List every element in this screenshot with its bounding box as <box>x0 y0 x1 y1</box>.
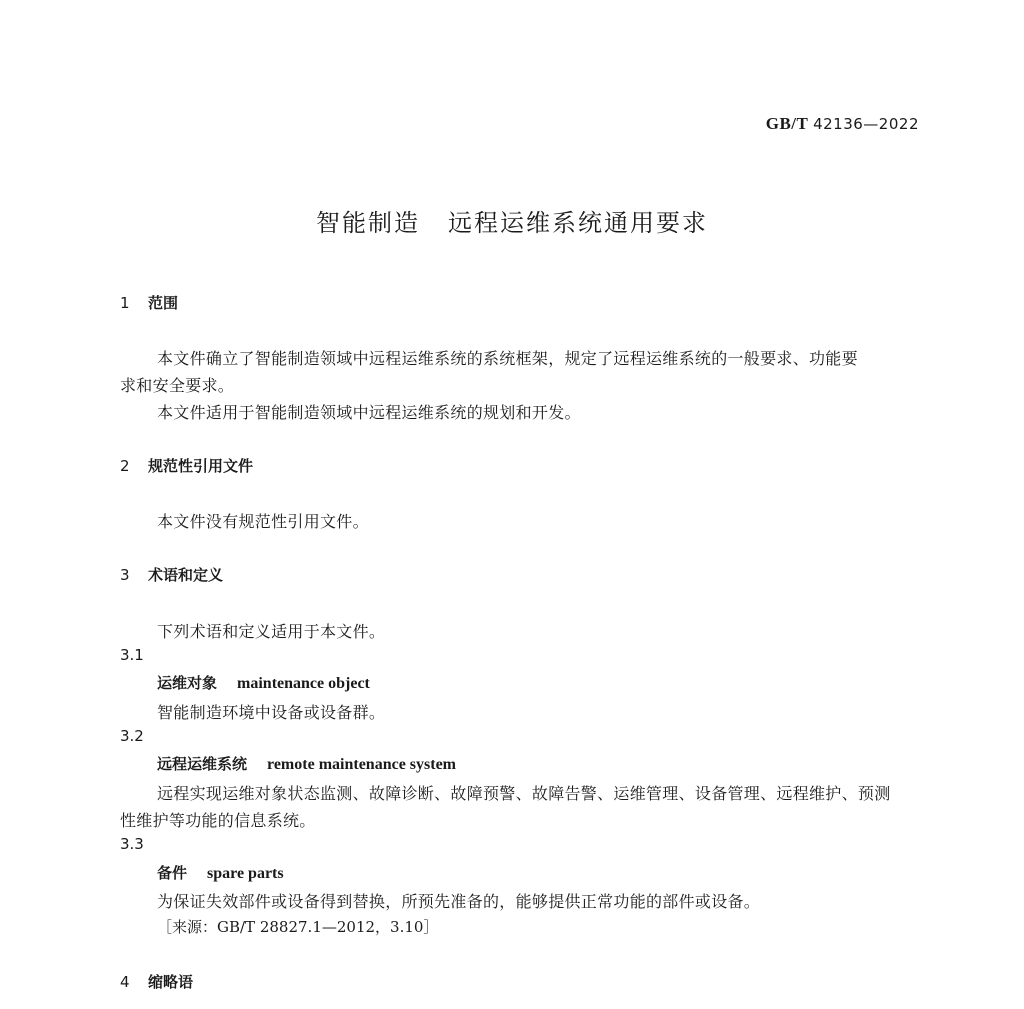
term-3-3-number: 3.3 <box>120 835 144 853</box>
standard-number: 42136—2022 <box>813 115 919 133</box>
section-number: 1 <box>120 294 130 312</box>
section-title: 范围 <box>148 294 179 312</box>
section-number: 3 <box>120 566 130 584</box>
standard-prefix: GB/T <box>765 114 809 133</box>
section-number: 4 <box>120 973 130 991</box>
title-part-2: 远程运维系统通用要求 <box>448 209 708 237</box>
term-en: remote maintenance system <box>267 756 456 773</box>
section-1-paragraph-2: 本文件适用于智能制造领域中远程运维系统的规划和开发。 <box>157 403 581 422</box>
section-1-heading <box>120 292 178 313</box>
section-title: 术语和定义 <box>148 566 224 584</box>
term-3-2-definition-1: 远程实现运维对象状态监测、故障诊断、故障预警、故障告警、运维管理、设备管理、远程维护、预测 <box>157 784 891 803</box>
term-3-3-heading <box>157 862 284 883</box>
section-1-paragraph-1-cont: 求和安全要求。 <box>120 376 235 395</box>
section-2-heading <box>120 455 253 476</box>
term-3-1-heading <box>157 672 370 693</box>
section-3-intro: 下列术语和定义适用于本文件。 <box>157 622 386 641</box>
term-zh: 运维对象 <box>157 674 218 692</box>
term-3-2-definition-2: 性维护等功能的信息系统。 <box>120 811 316 830</box>
section-1-paragraph-1: 本文件确立了智能制造领域中远程运维系统的系统框架，规定了远程运维系统的一般要求、功能要 <box>157 349 858 368</box>
term-en: maintenance object <box>237 675 370 692</box>
term-zh: 备件 <box>157 864 188 882</box>
standard-code <box>766 114 919 134</box>
section-4-heading <box>120 971 193 992</box>
term-3-3-source: ［来源：GB/T 28827.1—2012，3.10］ <box>157 918 439 936</box>
document-title <box>0 203 1024 238</box>
term-3-1-definition: 智能制造环境中设备或设备群。 <box>157 703 386 722</box>
term-3-1-number: 3.1 <box>120 646 144 664</box>
section-title: 缩略语 <box>148 973 194 991</box>
term-3-2-number: 3.2 <box>120 727 144 745</box>
section-title: 规范性引用文件 <box>148 457 254 475</box>
term-en: spare parts <box>207 865 284 882</box>
section-number: 2 <box>120 457 130 475</box>
section-2-paragraph-1: 本文件没有规范性引用文件。 <box>157 512 369 531</box>
term-zh: 远程运维系统 <box>157 755 248 773</box>
term-3-2-heading <box>157 753 456 774</box>
term-3-3-definition: 为保证失效部件或设备得到替换，所预先准备的，能够提供正常功能的部件或设备。 <box>157 892 761 911</box>
title-part-1: 智能制造 <box>316 209 420 237</box>
section-3-heading <box>120 564 223 585</box>
